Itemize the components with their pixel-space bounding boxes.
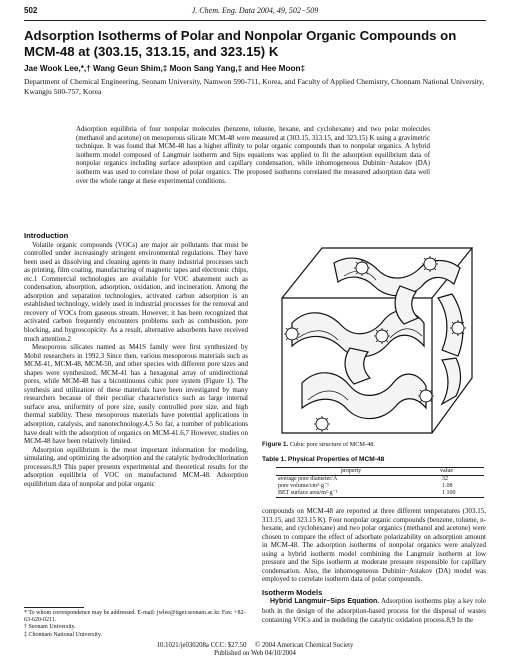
figure-caption-text: Cubic pore structure of MCM-48.: [289, 441, 375, 448]
page-footer: [0, 642, 510, 658]
author-list: Jae Wook Lee,*,† Wang Geun Shim,‡ Moon Sang Yang,‡ and Hee Moon‡: [24, 64, 306, 73]
footnote-rule: [24, 607, 84, 608]
running-header: [24, 6, 486, 20]
table-title: [262, 456, 384, 463]
page-number: 502: [24, 6, 38, 15]
header-rule: [24, 20, 486, 21]
table-label: Table 1.: [262, 456, 287, 463]
right-paragraph-2: [262, 597, 486, 624]
table-cell-value: 32: [442, 476, 448, 482]
abstract: Adsorption equilibria of four nonpolar molecules (benzene, toluene, hexane, and cyclohexane) and two polar molecules (methanol and acetone) on mesoporous silicate MCM-48 were measured at (303.15, 313.15, and 323.15) K using a gravimetric technique. It was found that MCM-48 has a higher affinity to polar organic compounds than to nonpolar organics. A hybrid isotherm model composed of Langmuir isotherm and Sips equations was applied to fit the adsorption equilibrium data of nonpolar organics including surface adsorption and capillary condensation, while inhomogeneous Dubinin−Astakov (DA) isotherm was used to correlate those of polar organics. The proposed isotherms correlated the measured adsorption data well over the whole range at these experimental conditions.: [76, 126, 430, 185]
table-row: [276, 483, 484, 490]
table-title-text: Physical Properties of MCM-48: [287, 456, 385, 463]
section-heading-isotherm-models: Isotherm Models: [262, 587, 323, 597]
doi-line: 10.1021/je030208a CCC: $27.50 © 2004 American Chemical Society: [156, 642, 354, 649]
table-header-value: value: [440, 468, 453, 474]
table-cell-property: BET surface area/m²·g⁻¹: [278, 490, 338, 496]
section-heading-introduction: Introduction: [24, 231, 69, 240]
subsection-heading: Hybrid Langmuir−Sips Equation.: [270, 598, 380, 606]
right-paragraph-2-text: Adsorption isotherms play a key role both in the design of the adsorption-based process for the disposal of wastes containing VOCs and in modeling the catalytic oxidation process.8,9 In the: [262, 597, 486, 624]
footnote-chonnam: ‡ Chonnam National University.: [24, 631, 102, 638]
table-cell-value: 1.08: [442, 483, 453, 489]
figure-cubic-pore-structure: [262, 228, 484, 438]
right-paragraph-1: compounds on MCM-48 are reported at three different temperatures (303.15, 313.15, and 323.15 K). Four nonpolar organic compounds (benzene, toluene, n-hexane, and cyclohexane) and two polar organics (methanol and acetone) were chosen to compare the effect of adsorbate polarizability on adsorption amount in MCM-48. The adsorption isotherms of nonpolar organics were analyzed using a hybrid isotherm model combining the Langmuir isotherm at low pressure and the Sips isotherm at moderate pressure responsible for capillary condensation. Also, the inhomogeneous Dubinin−Astakov (DA) model was employed to correlate isotherm data of polar compounds.: [262, 507, 486, 584]
table-cell-property: pore volume/cm³·g⁻¹: [278, 483, 329, 489]
table-bottom-rule: [276, 497, 484, 498]
properties-table: [276, 467, 484, 498]
table-header-row: [276, 468, 484, 475]
right-column: [262, 507, 486, 624]
intro-paragraph-3: Adsorption equilibrium is the most important information for modeling, simulating, and optimizing the adsorption and the catalytic hydrodechlorination processes.8,9 This paper presents experimental and theoretical results for the adsorption equilibria of VOC on manufactured MCM-48. Adsorption equilibrium data of nonpolar and polar organic: [24, 445, 248, 488]
table-row: [276, 490, 484, 497]
table-cell-property: average pore diameter/Å: [278, 476, 338, 482]
intro-paragraph-1: Volatile organic compounds (VOCs) are major air pollutants that must be controlled under increasingly stringent environmental regulations. They have been used as dissolving and cleaning agents in many industrial processes such as printing, film coating, manufacturing of magnetic tapes and electronic chips, etc.1 Commercial technologies are available for VOC abatement such as condensation, absorption, adsorption, oxidation, and incineration. Among the adsorption and separation technologies, activated carbon adsorption is an established technology, widely used in industrial processes for the removal and recovery of VOCs from gaseous stream. However, it has been recognized that activated carbon frequently encounters problems such as combustion, pore blocking, and hygroscopicity. As a result, alternative adsorbents have received much attention.2: [24, 240, 248, 343]
publication-date: Published on Web 04/10/2004: [214, 650, 296, 657]
article-title: Adsorption Isotherms of Polar and Nonpolar Organic Compounds on MCM-48 at (303.15, 313.15, and 323.15) K: [24, 28, 457, 59]
figure-label: Figure 1.: [262, 441, 289, 448]
figure-caption: [262, 441, 375, 448]
affiliation: Department of Chemical Engineering, Seonam University, Namwon 590-711, Korea, and Faculty of Applied Chemistry, Chonnam National University, Kwangju 500-757, Korea: [24, 77, 485, 96]
journal-citation: J. Chem. Eng. Data 2004, 49, 502−509: [191, 6, 319, 15]
table-row: [276, 476, 484, 483]
table-header-property: property: [340, 468, 362, 474]
footnote-seonam: † Seonam University.: [24, 624, 76, 631]
table-cell-value: 1 100: [442, 490, 456, 496]
footnotes: [24, 607, 248, 639]
intro-paragraph-2: Mesoporous silicates named as M41S family were first synthesized by Mobil researchers in 1992.3 Since then, various mesoporous materials such as MCM-41, MCM-48, MCM-50, and other species with different pore sizes and shapes were synthesized. MCM-41 has a hexagonal array of unidirectional pores, while MCM-48 has a bicontinuous cubic pore system (Figure 1). The synthesis and utilization of these materials have been investigated by many researchers because of their peculiar characteristics such as large internal surface area, uniformity of pore size, easily controlled pore size, and high thermal stability. These mesoporous materials have potential applications in adsorption, catalysis, and nanotechnology.4,5 So far, a number of publications have dealt with the adsorption of organics on MCM-41.6,7 However, studies on MCM-48 have been relatively limited.: [24, 343, 248, 446]
left-column: [24, 232, 248, 488]
footnote-correspondence: * To whom correspondence may be addressed. E-mail: jwlee@tiger.seonam.ac.kr. Fax: +82-63-620-0211.: [24, 610, 246, 624]
